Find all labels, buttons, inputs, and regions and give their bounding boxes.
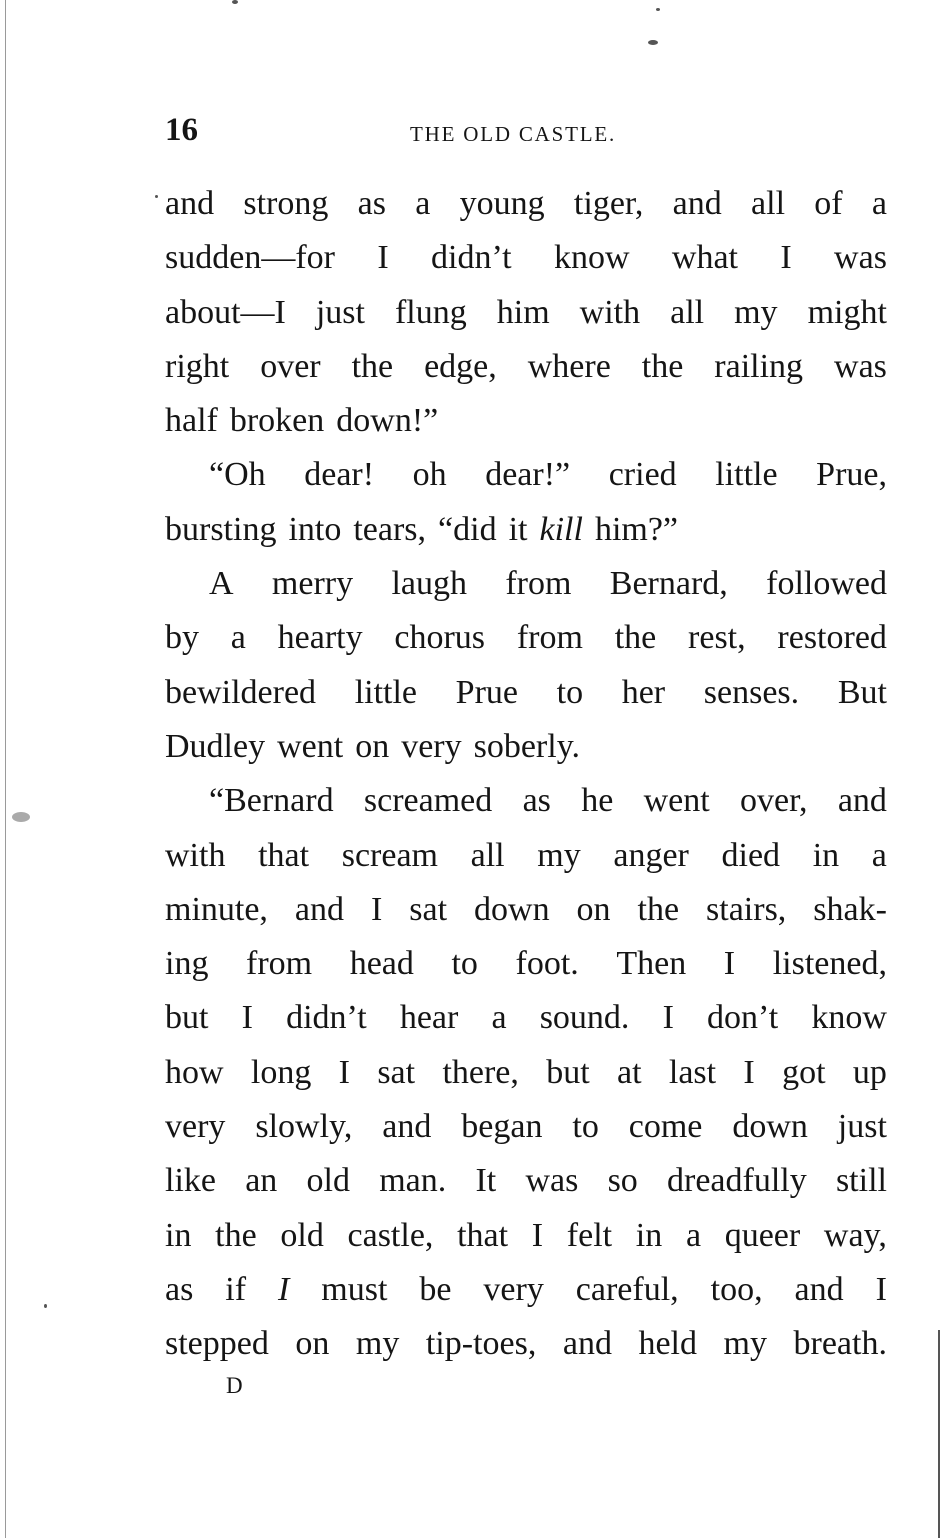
speck: [12, 812, 30, 822]
word: by: [165, 619, 199, 657]
word: but: [165, 999, 209, 1037]
word: up: [852, 1053, 887, 1091]
word: the: [641, 347, 684, 385]
word: laugh: [391, 565, 467, 603]
text-line: [165, 231, 887, 285]
word: into: [288, 510, 342, 548]
word: Bernard,: [609, 565, 728, 603]
word: minute,: [165, 890, 268, 928]
word: dear!”: [485, 456, 571, 494]
word: half: [165, 402, 218, 440]
word: on: [576, 890, 611, 928]
word: little: [715, 456, 778, 494]
word: at: [617, 1053, 642, 1091]
word: began: [461, 1108, 543, 1146]
word: the: [351, 347, 394, 385]
word: listened,: [772, 945, 887, 983]
word: so: [607, 1162, 638, 1200]
word: rest,: [688, 619, 746, 657]
word: edge,: [424, 347, 497, 385]
text-line: [165, 503, 887, 557]
page-number: 16: [165, 112, 198, 148]
word: didn’t: [431, 239, 512, 277]
word: merry: [271, 565, 354, 603]
word: didn’t: [286, 999, 367, 1037]
word: from: [516, 619, 583, 657]
word: I: [338, 1053, 350, 1091]
word: flung: [394, 293, 467, 331]
word: over,: [739, 782, 808, 820]
word: just: [315, 293, 365, 331]
word: don’t: [707, 999, 779, 1037]
word: I: [278, 1270, 290, 1308]
word: old: [280, 1216, 324, 1254]
text-line: [165, 394, 887, 448]
text-line: [165, 1154, 887, 1208]
word: all: [670, 293, 705, 331]
word: queer: [724, 1216, 801, 1254]
text-line: [165, 1263, 887, 1317]
speck: [232, 0, 238, 4]
page-edge-left: [5, 0, 6, 1538]
word: way,: [823, 1216, 887, 1254]
word: felt: [566, 1216, 613, 1254]
word: I: [780, 239, 792, 277]
word: railing: [714, 347, 804, 385]
word: stairs,: [706, 890, 787, 928]
text-line: [165, 1209, 887, 1263]
text-line: [165, 448, 887, 502]
word: I: [743, 1053, 755, 1091]
word: tears,: [353, 510, 427, 548]
word: died: [721, 836, 781, 874]
word: my: [355, 1325, 400, 1363]
word: was: [525, 1162, 579, 1200]
word: and: [562, 1325, 612, 1363]
word: cried: [608, 456, 677, 494]
word: all: [751, 185, 786, 222]
word: my: [723, 1325, 767, 1363]
word: just: [837, 1108, 887, 1146]
word: hear: [399, 999, 459, 1037]
text-line: [165, 720, 887, 774]
body-text: [165, 177, 887, 1372]
word: “did: [438, 510, 497, 548]
word: about—I: [165, 293, 286, 331]
word: went: [277, 727, 344, 765]
word: with: [165, 836, 226, 874]
word: him?”: [594, 510, 679, 548]
word: the: [614, 619, 657, 657]
word: hearty: [277, 619, 363, 657]
signature-mark: D: [226, 1373, 243, 1398]
word: too,: [710, 1270, 763, 1308]
speck: [656, 8, 660, 11]
word: in: [635, 1216, 663, 1254]
word: come: [628, 1108, 703, 1146]
text-line: [165, 611, 887, 665]
word: he: [581, 782, 614, 820]
speck: [155, 195, 158, 198]
word: bewildered: [165, 673, 317, 711]
text-line: [165, 1317, 887, 1371]
word: kill: [539, 510, 583, 548]
word: over: [260, 347, 321, 385]
word: and: [382, 1108, 432, 1146]
running-title: THE OLD CASTLE.: [410, 122, 617, 146]
word: tiger,: [573, 185, 644, 222]
word: with: [579, 293, 641, 331]
text-line: [165, 883, 887, 937]
word: the: [215, 1216, 257, 1254]
word: and: [165, 185, 215, 222]
word: ing: [165, 945, 209, 983]
word: Prue,: [816, 456, 887, 494]
word: broken: [229, 402, 325, 440]
text-line: [165, 666, 887, 720]
word: my: [734, 293, 778, 331]
word: I: [370, 890, 383, 928]
word: sound.: [539, 999, 630, 1037]
word: followed: [766, 565, 887, 603]
word: senses.: [703, 673, 800, 711]
word: stepped: [165, 1325, 269, 1363]
word: that: [457, 1216, 509, 1254]
word: all: [470, 836, 505, 874]
text-line: [165, 1100, 887, 1154]
word: right: [165, 347, 230, 385]
word: be: [419, 1270, 452, 1308]
word: a: [685, 1216, 702, 1254]
word: a: [871, 185, 887, 222]
word: Dudley: [165, 727, 266, 765]
word: very: [401, 727, 462, 765]
word: it: [508, 510, 528, 548]
word: on: [295, 1325, 330, 1363]
text-line: [165, 937, 887, 991]
word: dear!: [304, 456, 375, 494]
word: careful,: [575, 1270, 679, 1308]
word: I: [723, 945, 736, 983]
word: I: [377, 239, 389, 277]
page-header: [165, 108, 887, 152]
word: old: [306, 1162, 350, 1200]
word: must: [321, 1270, 388, 1308]
word: restored: [777, 619, 887, 657]
word: oh: [412, 456, 447, 494]
text-line: [165, 829, 887, 883]
word: But: [837, 673, 887, 711]
text-line: [165, 177, 887, 231]
word: tip-toes,: [425, 1325, 537, 1363]
word: foot.: [515, 945, 579, 983]
text-line: [165, 1046, 887, 1100]
text-line: [165, 774, 887, 828]
word: on: [355, 727, 390, 765]
word: I: [875, 1270, 887, 1308]
word: and: [294, 890, 344, 928]
word: shak-: [813, 890, 887, 928]
word: sudden—for: [165, 239, 335, 277]
word: to: [572, 1108, 599, 1146]
word: “Bernard: [209, 782, 334, 820]
word: A: [209, 565, 234, 603]
word: strong: [243, 185, 329, 222]
word: young: [459, 185, 545, 222]
text-line: [165, 557, 887, 611]
text-line: [165, 286, 887, 340]
word: an: [245, 1162, 278, 1200]
word: was: [834, 347, 887, 385]
word: chorus: [394, 619, 486, 657]
word: him: [496, 293, 550, 331]
word: down!”: [336, 402, 439, 440]
word: from: [505, 565, 572, 603]
word: got: [782, 1053, 826, 1091]
word: still: [835, 1162, 887, 1200]
word: know: [553, 239, 630, 277]
word: what: [671, 239, 738, 277]
word: last: [668, 1053, 717, 1091]
word: very: [483, 1270, 544, 1308]
word: was: [834, 239, 887, 277]
speck: [648, 40, 658, 45]
word: anger: [613, 836, 689, 874]
word: where: [527, 347, 611, 385]
word: soberly.: [473, 727, 580, 765]
word: know: [811, 999, 887, 1037]
word: a: [871, 836, 887, 874]
word: from: [246, 945, 313, 983]
word: screamed: [363, 782, 493, 820]
word: castle,: [347, 1216, 434, 1254]
word: scream: [341, 836, 438, 874]
word: my: [537, 836, 581, 874]
word: and: [672, 185, 722, 222]
word: head: [349, 945, 414, 983]
word: bursting: [165, 510, 277, 548]
word: sat: [377, 1053, 416, 1091]
word: Then: [616, 945, 687, 983]
speck: [44, 1304, 47, 1308]
word: down: [474, 890, 550, 928]
word: and: [794, 1270, 844, 1308]
word: little: [354, 673, 418, 711]
word: I: [241, 999, 253, 1037]
text-line: [165, 991, 887, 1045]
page-edge-right: [938, 1330, 940, 1538]
word: of: [814, 185, 843, 222]
word: slowly,: [255, 1108, 353, 1146]
word: in: [165, 1216, 192, 1254]
word: might: [807, 293, 887, 331]
word: there,: [442, 1053, 519, 1091]
word: but: [546, 1053, 590, 1091]
word: like: [165, 1162, 216, 1200]
word: very: [165, 1108, 226, 1146]
word: man.: [379, 1162, 447, 1200]
word: long: [250, 1053, 312, 1091]
word: dreadfully: [667, 1162, 807, 1200]
word: in: [812, 836, 840, 874]
word: how: [165, 1053, 224, 1091]
word: the: [637, 890, 680, 928]
word: and: [837, 782, 887, 820]
word: her: [621, 673, 666, 711]
word: “Oh: [209, 456, 266, 494]
word: if: [225, 1270, 247, 1308]
word: I: [662, 999, 674, 1037]
text-line: [165, 340, 887, 394]
word: I: [531, 1216, 544, 1254]
word: as: [357, 185, 386, 222]
word: breath.: [793, 1325, 887, 1363]
word: to: [556, 673, 584, 711]
word: sat: [409, 890, 448, 928]
word: a: [415, 185, 431, 222]
word: to: [451, 945, 478, 983]
word: as: [165, 1270, 194, 1308]
word: went: [643, 782, 710, 820]
word: It: [475, 1162, 497, 1200]
word: a: [230, 619, 246, 657]
word: that: [258, 836, 310, 874]
word: a: [491, 999, 507, 1037]
word: Prue: [455, 673, 518, 711]
word: down: [732, 1108, 808, 1146]
word: held: [638, 1325, 698, 1363]
word: as: [522, 782, 551, 820]
